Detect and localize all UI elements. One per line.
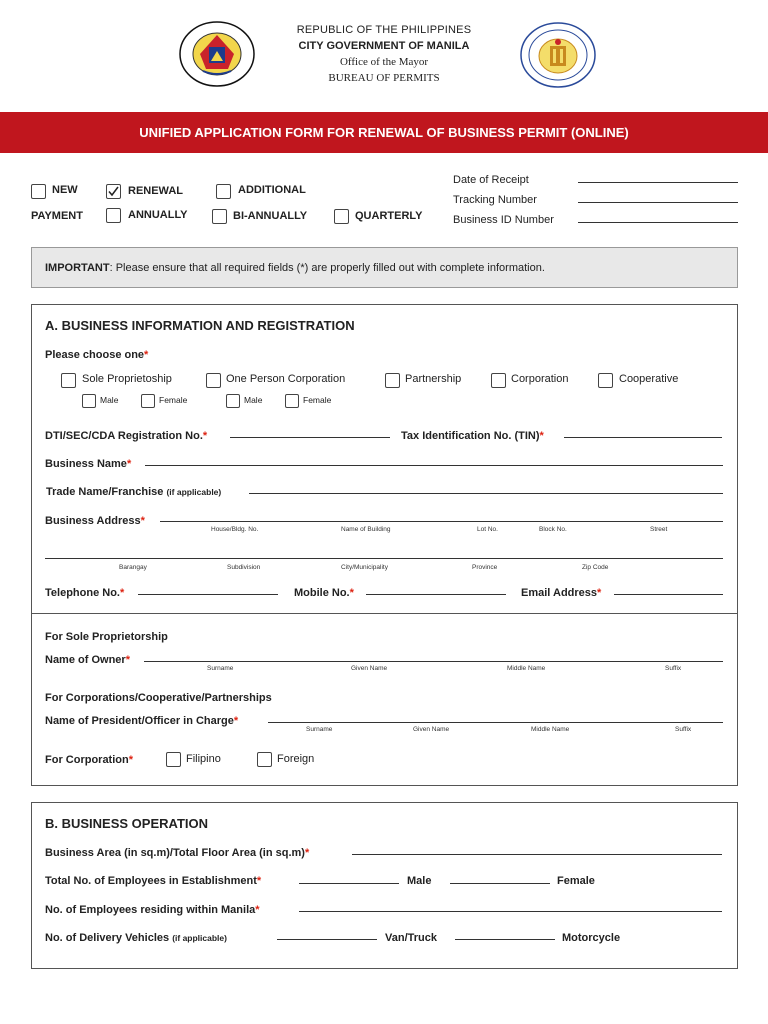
van-truck-field[interactable]: [455, 939, 555, 940]
important-text: : Please ensure that all required fields (*) are properly filled out with complete information.: [109, 262, 545, 274]
business-address-line-1[interactable]: [160, 521, 723, 522]
renewal-checkbox[interactable]: [106, 184, 121, 199]
residing-employees-field[interactable]: [299, 911, 722, 912]
female-employees-label: Female: [557, 875, 595, 887]
annually-checkbox[interactable]: [106, 208, 121, 223]
section-b-title: B. BUSINESS OPERATION: [45, 816, 209, 831]
date-of-receipt-field[interactable]: [578, 182, 738, 183]
president-field[interactable]: [268, 722, 723, 723]
section-a-divider: [31, 613, 738, 614]
additional-label: ADDITIONAL: [238, 184, 306, 196]
president-sub-given: Given Name: [413, 726, 450, 733]
sole-proprietorship-checkbox[interactable]: [61, 373, 76, 388]
dti-field[interactable]: [230, 437, 390, 438]
date-of-receipt-label: Date of Receipt: [453, 174, 529, 186]
header-line-2: CITY GOVERNMENT OF MANILA: [298, 40, 470, 52]
bi-annually-checkbox[interactable]: [212, 209, 227, 224]
president-sub-suffix: Suffix: [675, 726, 692, 733]
sole-female-checkbox[interactable]: [141, 394, 155, 408]
one-person-corporation-checkbox[interactable]: [206, 373, 221, 388]
one-person-corporation-label: One Person Corporation: [226, 373, 346, 385]
additional-checkbox[interactable]: [216, 184, 231, 199]
header-line-4: BUREAU OF PERMITS: [328, 72, 440, 84]
opc-female-checkbox[interactable]: [285, 394, 299, 408]
delivery-vehicles-field[interactable]: [277, 939, 377, 940]
important-label: IMPORTANT: [45, 262, 110, 274]
opc-female-label: Female: [303, 395, 332, 405]
form-title-banner: [0, 112, 768, 153]
renewal-label: RENEWAL: [128, 185, 183, 197]
opc-male-checkbox[interactable]: [226, 394, 240, 408]
president-label: Name of President/Officer in Charge*: [45, 715, 239, 727]
annually-label: ANNUALLY: [128, 209, 188, 221]
business-address-line-2[interactable]: [45, 558, 723, 559]
trade-name-label: Trade Name/Franchise (if applicable): [46, 486, 222, 498]
mobile-field[interactable]: [366, 594, 506, 595]
corporation-label: Corporation: [511, 373, 569, 385]
president-sub-middle: Middle Name: [531, 726, 570, 733]
bi-annually-label: BI-ANNUALLY: [233, 210, 308, 222]
business-name-field[interactable]: [145, 465, 723, 466]
quarterly-label: QUARTERLY: [355, 210, 423, 222]
business-id-field[interactable]: [578, 222, 738, 223]
delivery-vehicles-label: No. of Delivery Vehicles (if applicable): [45, 932, 227, 944]
telephone-label: Telephone No.*: [45, 587, 125, 599]
tin-label: Tax Identification No. (TIN)*: [401, 430, 544, 442]
payment-label: PAYMENT: [31, 210, 83, 222]
opc-male-label: Male: [244, 395, 263, 405]
owner-sub-suffix: Suffix: [665, 665, 682, 672]
owner-sub-given: Given Name: [351, 665, 388, 672]
partnership-label: Partnership: [405, 373, 462, 385]
filipino-checkbox[interactable]: [166, 752, 181, 767]
cooperative-label: Cooperative: [619, 373, 679, 385]
president-sub-surname: Surname: [306, 726, 333, 733]
total-employees-label: Total No. of Employees in Establishment*: [45, 875, 262, 887]
header-line-3: Office of the Mayor: [339, 56, 429, 68]
sole-heading: For Sole Proprietorship: [45, 631, 168, 643]
business-area-field[interactable]: [352, 854, 722, 855]
filipino-label: Filipino: [186, 753, 221, 765]
mobile-label: Mobile No.*: [294, 587, 354, 599]
male-employees-label: Male: [407, 875, 432, 887]
male-employees-field[interactable]: [450, 883, 550, 884]
addr-sub-house: House/Bldg. No.: [211, 526, 259, 533]
addr-sub-barangay: Barangay: [119, 564, 147, 571]
residing-employees-label: No. of Employees residing within Manila*: [45, 904, 260, 916]
addr-sub-building: Name of Building: [341, 526, 391, 533]
motorcycle-label: Motorcycle: [562, 932, 621, 944]
addr-sub-zip: Zip Code: [582, 564, 609, 571]
trade-name-field[interactable]: [249, 493, 723, 494]
form-title: UNIFIED APPLICATION FORM FOR RENEWAL OF BUSINESS PERMIT (ONLINE): [139, 125, 629, 140]
owner-label: Name of Owner*: [45, 654, 130, 666]
owner-sub-middle: Middle Name: [507, 665, 546, 672]
addr-sub-subdivision: Subdivision: [227, 564, 261, 571]
addr-sub-block: Block No.: [539, 526, 567, 533]
addr-sub-province: Province: [472, 564, 498, 571]
corporation-checkbox[interactable]: [491, 373, 506, 388]
header-line-1: REPUBLIC OF THE PHILIPPINES: [296, 24, 472, 36]
partnership-checkbox[interactable]: [385, 373, 400, 388]
important-notice: [31, 247, 738, 288]
owner-field[interactable]: [144, 661, 723, 662]
new-checkbox[interactable]: [31, 184, 46, 199]
foreign-checkbox[interactable]: [257, 752, 272, 767]
van-truck-label: Van/Truck: [385, 932, 437, 944]
sole-proprietorship-label: Sole Proprietoship: [82, 373, 172, 385]
for-corporation-label: For Corporation*: [45, 754, 133, 766]
business-area-label: Business Area (in sq.m)/Total Floor Area (in sq.m)*: [45, 847, 310, 859]
tracking-number-label: Tracking Number: [453, 194, 537, 206]
section-a-title: A. BUSINESS INFORMATION AND REGISTRATION: [45, 318, 355, 333]
tracking-number-field[interactable]: [578, 202, 738, 203]
choose-one-label: Please choose one*: [45, 349, 149, 361]
tin-field[interactable]: [564, 437, 722, 438]
corp-heading: For Corporations/Cooperative/Partnerships: [45, 692, 272, 704]
email-field[interactable]: [614, 594, 723, 595]
business-name-label: Business Name*: [45, 458, 132, 470]
business-address-label: Business Address*: [45, 515, 145, 527]
email-label: Email Address*: [521, 587, 602, 599]
sole-female-label: Female: [159, 395, 188, 405]
telephone-field[interactable]: [138, 594, 278, 595]
quarterly-checkbox[interactable]: [334, 209, 349, 224]
sole-male-label: Male: [100, 395, 119, 405]
sole-male-checkbox[interactable]: [82, 394, 96, 408]
cooperative-checkbox[interactable]: [598, 373, 613, 388]
foreign-label: Foreign: [277, 753, 315, 765]
total-employees-field[interactable]: [299, 883, 399, 884]
addr-sub-city: City/Municipality: [341, 564, 388, 571]
addr-sub-street: Street: [650, 526, 668, 533]
business-id-label: Business ID Number: [453, 214, 554, 226]
addr-sub-lot: Lot No.: [477, 526, 498, 533]
dti-label: DTI/SEC/CDA Registration No.*: [45, 430, 208, 442]
owner-sub-surname: Surname: [207, 665, 234, 672]
new-label: NEW: [52, 184, 78, 196]
